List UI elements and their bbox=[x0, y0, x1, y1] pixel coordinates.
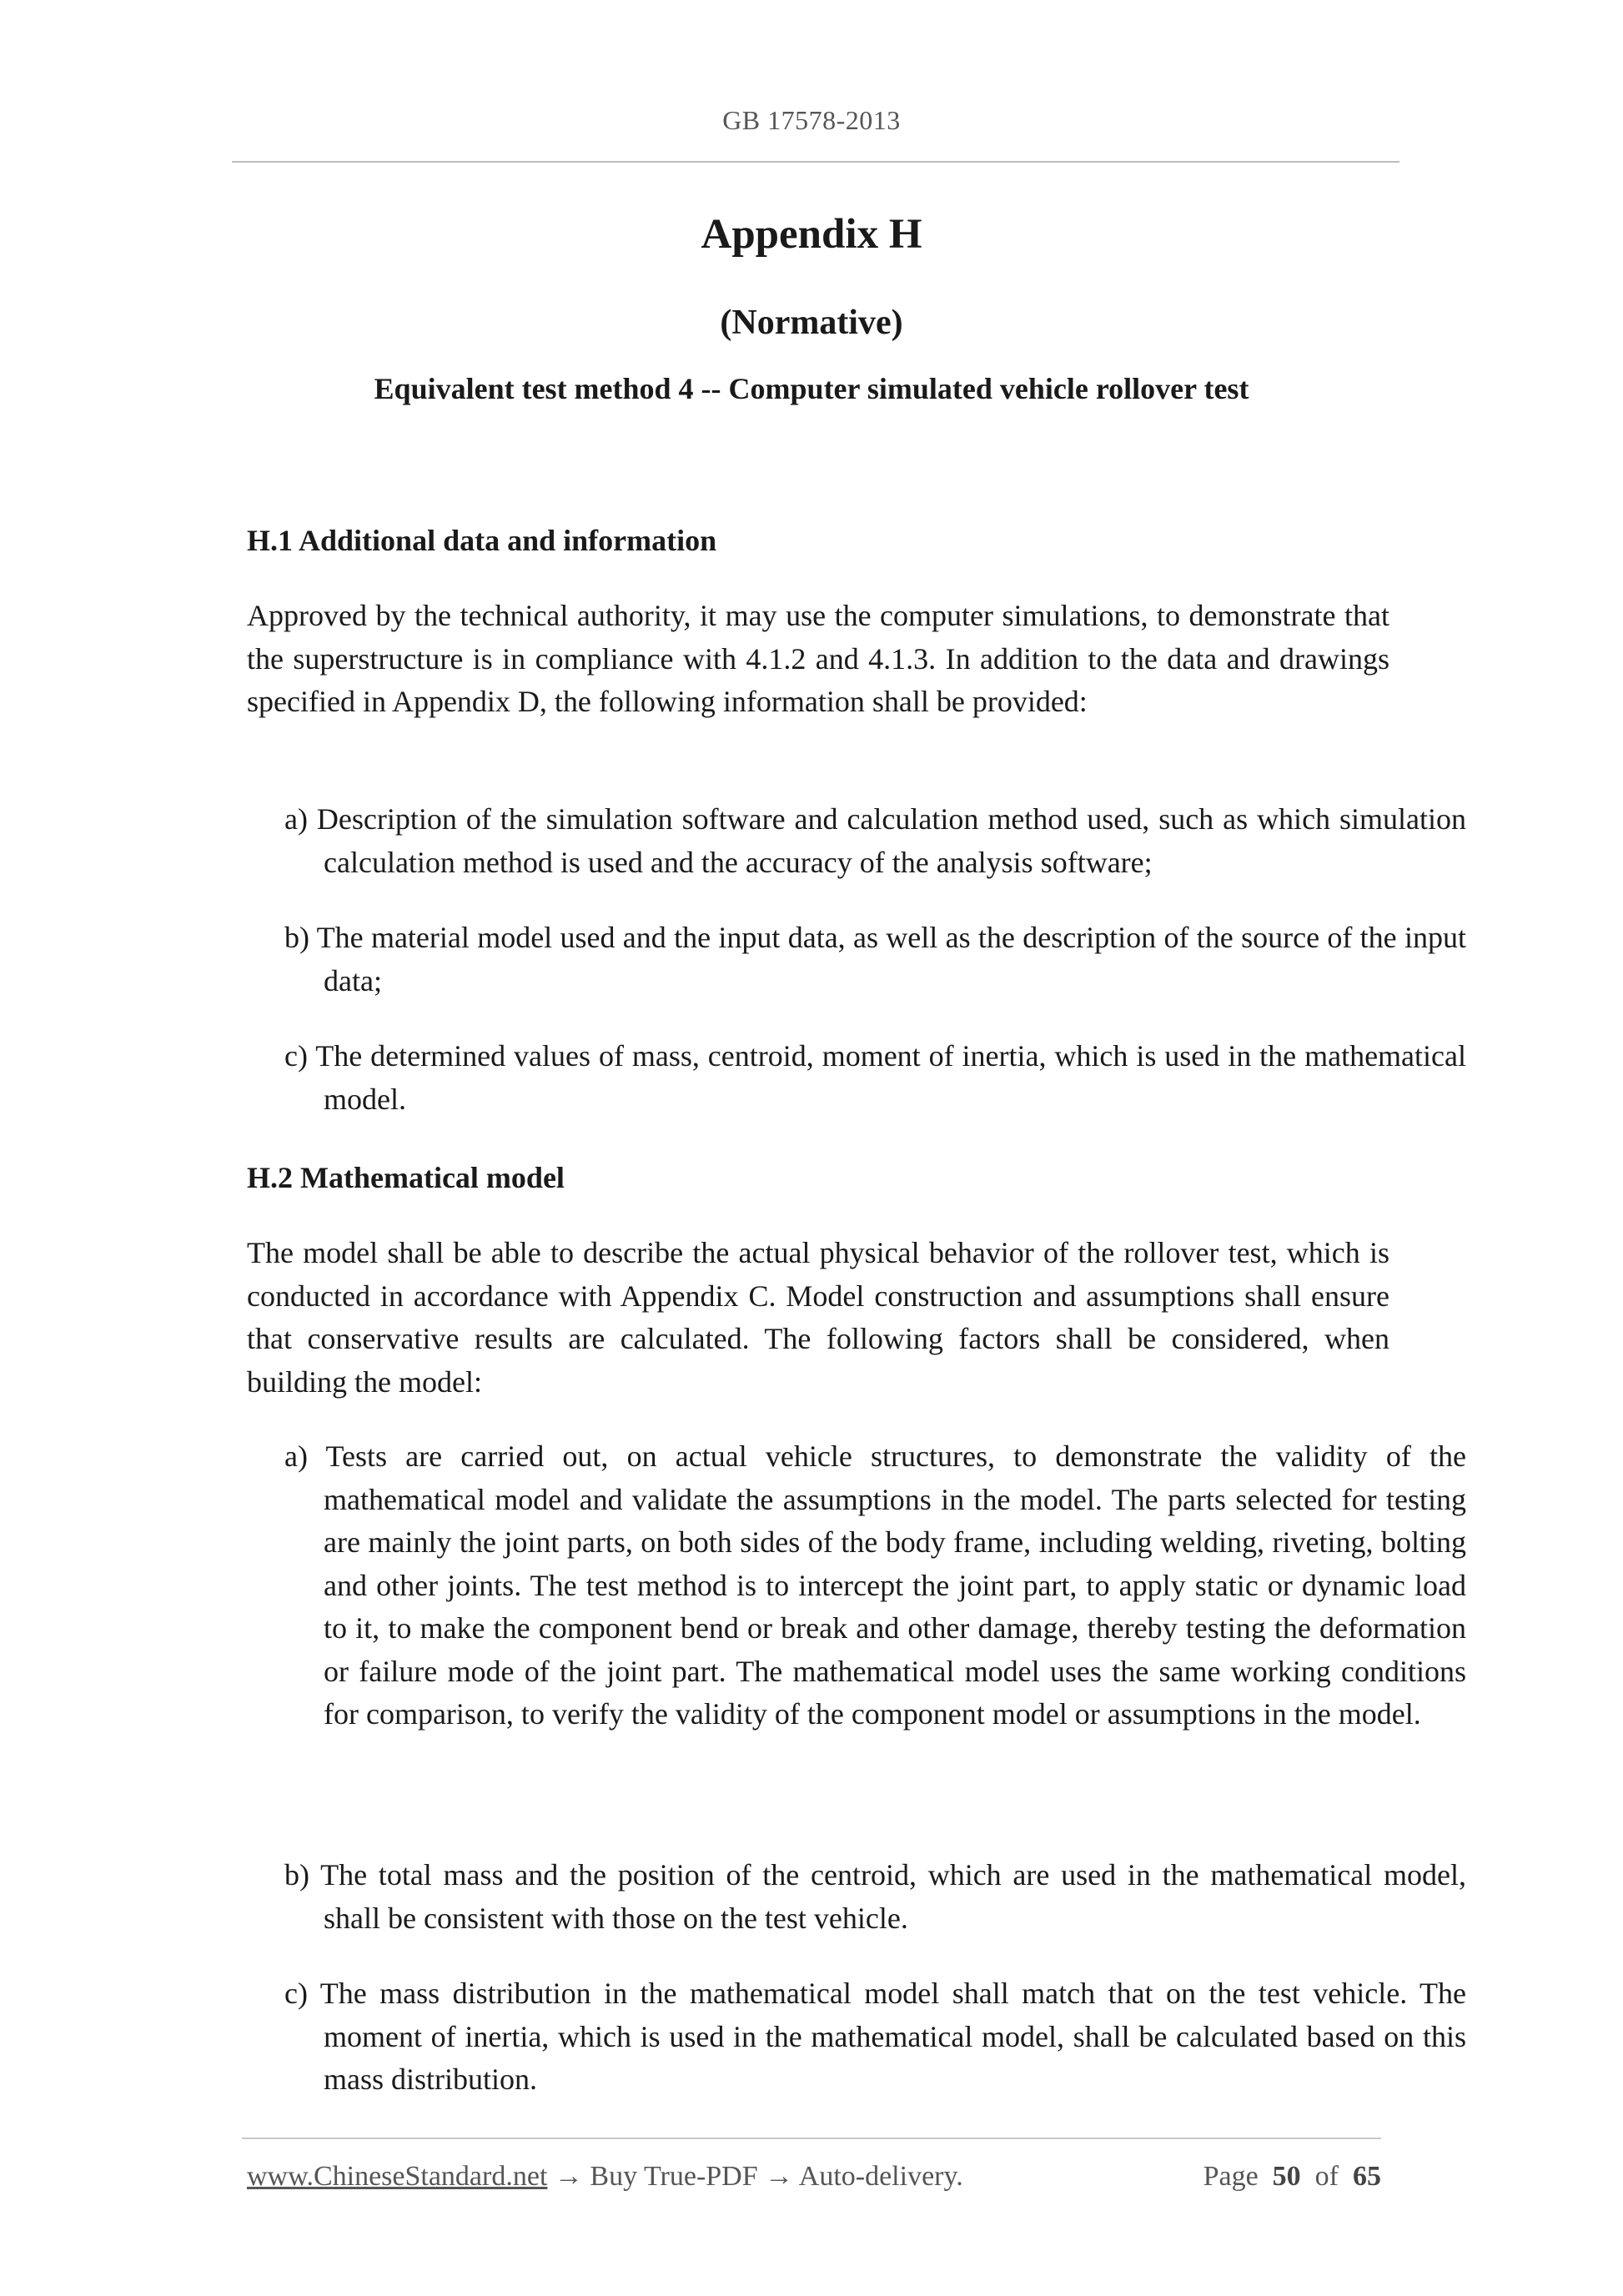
list-item: b) The material model used and the input data, as well as the description of the source of the input data; bbox=[284, 921, 1466, 997]
buy-pdf-text: Buy True-PDF bbox=[590, 2161, 758, 2192]
list-item: c) The determined values of mass, centroid, moment of inertia, which is used in the mathematical model. bbox=[284, 1039, 1466, 1116]
footer-promo bbox=[247, 2161, 963, 2193]
section-h1-paragraph: Approved by the technical authority, it may use the computer simulations, to demonstrate that the superstructure is in compliance with 4.1.2 and 4.1.3. In addition to the data and drawings specified in Appendix D, the following information shall be provided: bbox=[247, 599, 1389, 718]
list-item: a) Description of the simulation software and calculation method used, such as which simulation calculation method is used and the accuracy of the analysis software; bbox=[284, 802, 1466, 879]
of-label: of bbox=[1314, 2161, 1339, 2192]
auto-delivery-text: Auto-delivery. bbox=[798, 2161, 963, 2192]
appendix-caption: Equivalent test method 4 -- Computer simulated vehicle rollover test bbox=[374, 372, 1249, 405]
list-item: a) Tests are carried out, on actual vehicle structures, to demonstrate the validity of the mathematical model and validate the assumptions in the model. The parts selected for testing are mainly the joint parts, on both sides of the body frame, including welding, riveting, bolting and other joints. The test method is to intercept the joint part, to apply static or dynamic load to it, to make the component bend or break and other damage, thereby testing the deformation or failure mode of the joint part. The mathematical model uses the same working conditions for comparison, to verify the validity of the component model or assumptions in the model. bbox=[284, 1439, 1466, 1731]
list-item: c) The mass distribution in the mathematical model shall match that on the test vehicle. The moment of inertia, which is used in the mathematical model, shall be calculated based on this mass distribution. bbox=[284, 1977, 1466, 2096]
section-h2-paragraph: The model shall be able to describe the actual physical behavior of the rollover test, which is conducted in accordance with Appendix C. Model construction and assumptions shall ensure that conservative results are calculated. The following factors shall be considered, when building the model: bbox=[247, 1236, 1389, 1399]
appendix-title: Appendix H bbox=[701, 211, 922, 258]
arrow-right-icon: → bbox=[554, 2161, 583, 2192]
page-label: Page bbox=[1203, 2161, 1259, 2192]
section-heading-h2: H.2 Mathematical model bbox=[247, 1161, 565, 1194]
arrow-right-icon: → bbox=[765, 2161, 794, 2192]
section-heading-h1: H.1 Additional data and information bbox=[247, 524, 717, 557]
current-page-number: 50 bbox=[1272, 2161, 1301, 2192]
running-header: GB 17578-2013 bbox=[722, 105, 901, 135]
page-footer bbox=[247, 2161, 1381, 2193]
header-divider bbox=[232, 161, 1399, 163]
list-item: b) The total mass and the position of the centroid, which are used in the mathematical model, shall be consistent with those on the test vehicle. bbox=[284, 1858, 1466, 1935]
appendix-subtitle: (Normative) bbox=[720, 304, 903, 342]
footer-divider bbox=[242, 2138, 1381, 2139]
website-link[interactable]: www.ChineseStandard.net bbox=[247, 2161, 548, 2192]
page-number-indicator bbox=[1203, 2161, 1381, 2193]
total-pages: 65 bbox=[1353, 2161, 1381, 2192]
